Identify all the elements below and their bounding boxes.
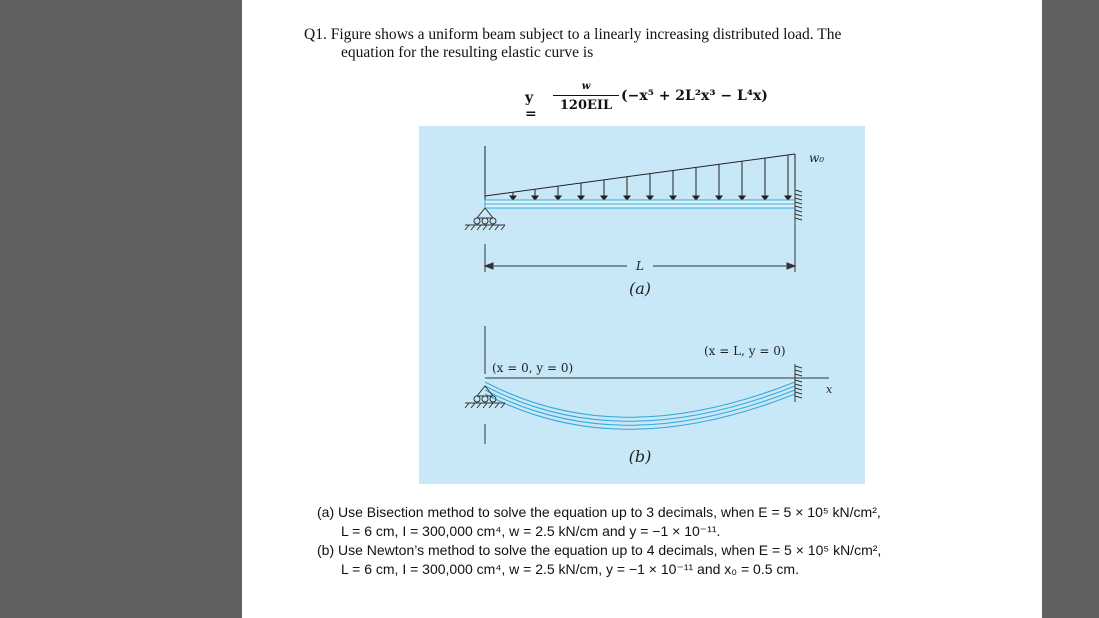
beam-figure xyxy=(419,126,865,484)
question-line-2: equation for the resulting elastic curve is xyxy=(341,44,594,61)
left-boundary-condition: (x = 0, y = 0) xyxy=(492,361,574,375)
document-page xyxy=(242,0,1042,618)
part-b-line-1: (b) Use Newton’s method to solve the equation up to 4 decimals, when E = 5 × 10⁵ kN/cm², xyxy=(317,542,882,558)
span-label: L xyxy=(636,259,644,273)
equation-fraction xyxy=(553,80,619,114)
question-line-1: Q1. Figure shows a uniform beam subject to a linearly increasing distributed load. The xyxy=(304,26,842,43)
deflected-beam xyxy=(485,382,795,429)
caption-a: (a) xyxy=(628,279,652,298)
x-axis-label: x xyxy=(826,383,833,396)
equation-denominator: 120EIL xyxy=(559,98,613,113)
caption-b: (b) xyxy=(628,447,652,466)
right-boundary-condition: (x = L, y = 0) xyxy=(704,344,786,358)
load-envelope-line xyxy=(485,154,795,196)
right-margin xyxy=(1042,0,1099,618)
equation-rhs: (−x⁵ + 2L²x³ − L⁴x) xyxy=(621,88,768,104)
equation-lhs: y = xyxy=(525,90,537,122)
left-support-a xyxy=(465,208,505,230)
distributed-load xyxy=(485,146,795,204)
left-support-b xyxy=(465,386,505,444)
beam-a xyxy=(485,200,795,208)
load-label: w₀ xyxy=(809,151,825,165)
beam-figure-svg xyxy=(419,126,865,484)
left-margin xyxy=(0,0,242,618)
part-b-line-2: L = 6 cm, I = 300,000 cm⁴, w = 2.5 kN/cm, y = −1 × 10⁻¹¹ and x₀ = 0.5 cm. xyxy=(341,561,799,577)
fraction-bar xyxy=(553,95,619,96)
equation-numerator: w xyxy=(581,81,591,92)
part-a-line-2: L = 6 cm, I = 300,000 cm⁴, w = 2.5 kN/cm and y = −1 × 10⁻¹¹. xyxy=(341,523,721,539)
right-wall-b xyxy=(795,364,802,402)
load-arrows xyxy=(510,155,791,200)
right-wall-a xyxy=(795,188,802,226)
part-a-line-1: (a) Use Bisection method to solve the equation up to 3 decimals, when E = 5 × 10⁵ kN/cm², xyxy=(317,504,881,520)
question-parts xyxy=(317,503,1007,579)
question-text xyxy=(304,26,984,62)
